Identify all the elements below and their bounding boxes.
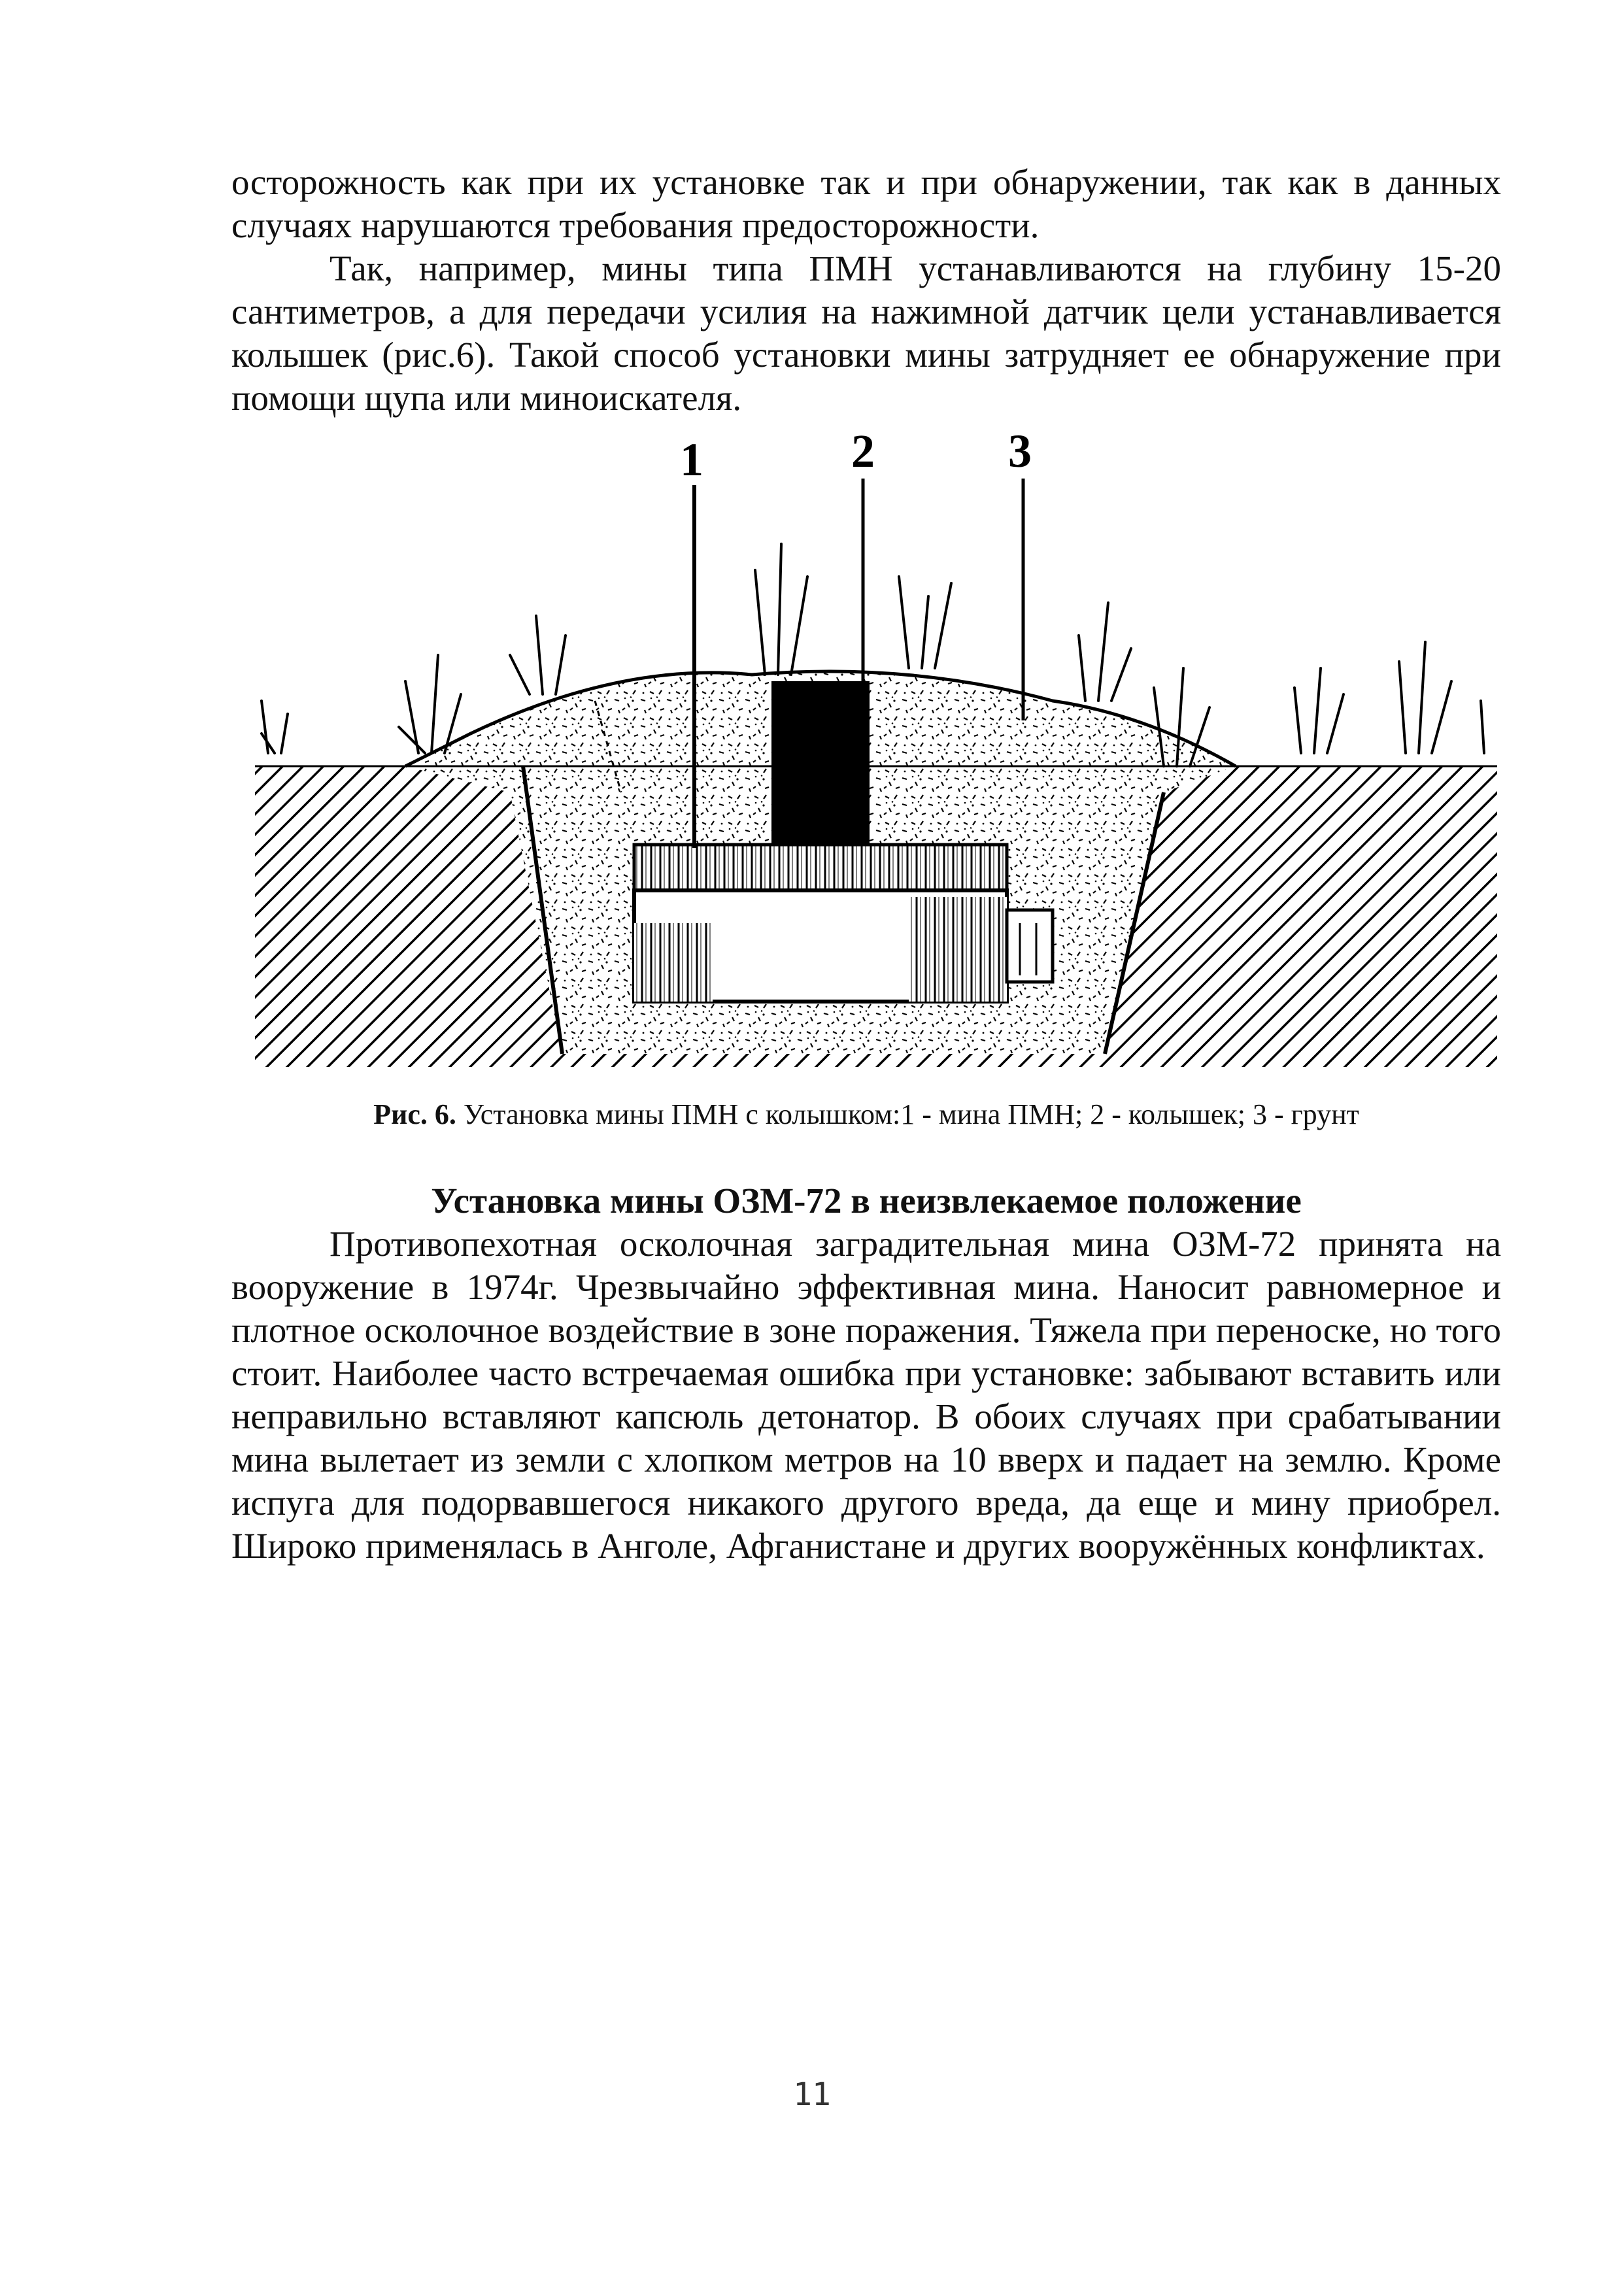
section-heading: Установка мины ОЗМ-72 в неизвлекаемое положение [431, 1181, 1302, 1221]
figure-label-3: 3 [1008, 426, 1032, 477]
mine-top [634, 845, 1007, 890]
figure-caption [231, 1096, 1501, 1133]
figure-label-1: 1 [680, 433, 703, 486]
pmn-diagram [255, 426, 1497, 1067]
paragraph-top: осторожность как при их установке так и при обнаружении, так как в данных случаях нарушаются требования предосторожности. [231, 162, 1501, 245]
stake [771, 681, 870, 858]
figure-caption-text: Установка мины ПМН с колышком:1 - мина ПМН; 2 - колышек; 3 - грунт [456, 1098, 1359, 1130]
paragraph-ozm: Противопехотная осколочная заградительная мина ОЗМ-72 принята на вооружение в 1974г. Чрезвычайно эффективная мина. Наносит равномерное и плотное осколочное воздействие в зоне поражения. Тяжела при переноске, но того стоит. Наиболее часто встречаемая ошибка при установке: забывают вставить или неправильно вставляют капсюль детонатор. В обоих случаях при срабатывании мина вылетает из земли с хлопком метров на 10 вверх и падает на землю. Кроме испуга для подорвавшегося никакого другого вреда, да еще и мину приобрел. Широко применялась в Анголе, Афганистане и других вооружённых конфликтах. [231, 1224, 1501, 1566]
figure-pmn-installation [255, 426, 1497, 1067]
figure-label-2: 2 [851, 426, 875, 477]
figure-caption-label: Рис. 6. [373, 1098, 456, 1130]
page-number: 11 [793, 2076, 831, 2113]
paragraph-pmn: Так, например, мины типа ПМН устанавливаются на глубину 15-20 сантиметров, а для передачи усилия на нажимной датчик цели устанавливается колышек (рис.6). Такой способ установки мины затрудняет ее обнаружение при помощи щупа или миноискателя. [231, 248, 1501, 418]
